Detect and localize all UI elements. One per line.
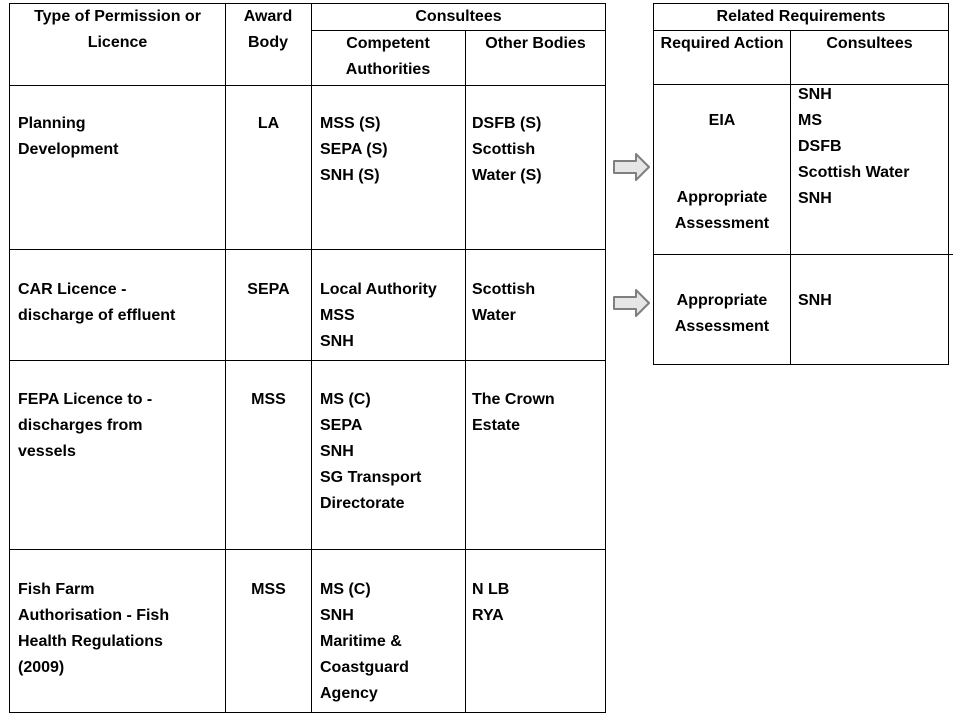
row-competent-cell — [320, 277, 437, 355]
cell-line: MSS — [320, 307, 355, 324]
row-other-cell — [472, 277, 535, 329]
cell-line: SEPA (S) — [320, 141, 388, 158]
consultees-cell — [798, 288, 832, 314]
row-divider — [9, 249, 606, 250]
header-consultees: Consultees — [826, 35, 913, 52]
row-type-cell — [18, 111, 118, 163]
header-type-of-permission: Type of Permission or Licence — [34, 8, 201, 51]
row-type-cell — [18, 387, 152, 465]
action-cell — [654, 185, 790, 237]
header-related-requirements: Related Requirements — [716, 8, 886, 25]
column-divider — [465, 30, 466, 713]
cell-line: RYA — [472, 607, 504, 624]
cell-line: Scottish — [472, 281, 536, 298]
header-competent-authorities: Competent Authorities — [345, 35, 431, 78]
cell-line: discharges from — [18, 417, 143, 434]
cell-line: SNH — [798, 86, 832, 103]
table-border-bottom — [9, 712, 606, 713]
cell-line: Fish Farm — [18, 581, 95, 598]
cell-line: Health Regulations — [18, 633, 163, 650]
cell-line: Agency — [320, 685, 378, 702]
header-other-bodies: Other Bodies — [485, 35, 586, 52]
cell-line: DSFB (S) — [472, 115, 542, 132]
cell-line: Estate — [472, 417, 521, 434]
cell-line: MS (C) — [320, 581, 371, 598]
table-border-right — [948, 3, 949, 365]
cell-line: MS (C) — [320, 391, 371, 408]
table-border-left — [9, 3, 10, 713]
cell-line: MS — [798, 112, 822, 129]
cell-line: MSS (S) — [320, 115, 381, 132]
cell-line: SNH — [798, 190, 832, 207]
column-divider — [311, 3, 312, 713]
cell-line: discharge of effluent — [18, 307, 176, 324]
row-competent-cell — [320, 387, 421, 517]
cell-line: DSFB — [798, 138, 842, 155]
cell-line: SNH — [320, 333, 354, 350]
header-required-action: Required Action — [660, 35, 784, 52]
cell-line: CAR Licence - — [18, 281, 127, 298]
row-competent-cell — [320, 577, 409, 707]
cell-line: SNH — [798, 292, 832, 309]
header-award-body: Award Body — [243, 8, 293, 51]
row-divider — [653, 254, 953, 255]
cell-line: Water — [472, 307, 516, 324]
right-arrow-icon — [612, 152, 652, 182]
cell-line: Coastguard — [320, 659, 409, 676]
cell-line: N LB — [472, 581, 510, 598]
cell-line: SNH (S) — [320, 167, 380, 184]
row-competent-cell — [320, 111, 388, 189]
action-cell — [654, 288, 790, 340]
column-divider — [225, 3, 226, 713]
header-bottom-border — [9, 85, 606, 86]
row-award-cell: SEPA — [247, 281, 290, 298]
cell-line: Assessment — [674, 215, 770, 232]
cell-line: Authorisation - Fish — [18, 607, 170, 624]
cell-line: Local Authority — [320, 281, 437, 298]
cell-line: (2009) — [18, 659, 65, 676]
cell-line: Development — [18, 141, 119, 158]
action-cell: EIA — [708, 112, 736, 129]
column-divider — [790, 30, 791, 365]
cell-line: FEPA Licence to - — [18, 391, 153, 408]
cell-line: Appropriate — [676, 189, 768, 206]
row-divider — [9, 360, 606, 361]
cell-line: SNH — [320, 607, 354, 624]
table-border-bottom — [653, 364, 949, 365]
row-other-cell — [472, 577, 509, 629]
cell-line: SNH — [320, 443, 354, 460]
row-other-cell — [472, 387, 555, 439]
cell-line: Directorate — [320, 495, 405, 512]
cell-line: Planning — [18, 115, 86, 132]
cell-line: Scottish Water — [798, 164, 910, 181]
row-type-cell — [18, 277, 175, 329]
consultees-cell — [798, 82, 909, 212]
cell-line: Scottish — [472, 141, 536, 158]
cell-line: Assessment — [674, 318, 770, 335]
row-type-cell — [18, 577, 169, 681]
cell-line: Maritime & — [320, 633, 402, 650]
row-divider — [9, 549, 606, 550]
table-border-right — [605, 3, 606, 713]
row-award-cell: MSS — [251, 391, 286, 408]
cell-line: SEPA — [320, 417, 363, 434]
row-other-cell — [472, 111, 542, 189]
cell-line: The Crown — [472, 391, 555, 408]
cell-line: vessels — [18, 443, 76, 460]
cell-line: SG Transport — [320, 469, 422, 486]
cell-line: Appropriate — [676, 292, 768, 309]
right-arrow-icon — [612, 288, 652, 318]
row-award-cell: MSS — [251, 581, 286, 598]
header-consultees: Consultees — [415, 8, 502, 25]
row-award-cell: LA — [257, 115, 280, 132]
cell-line: Water (S) — [472, 167, 542, 184]
